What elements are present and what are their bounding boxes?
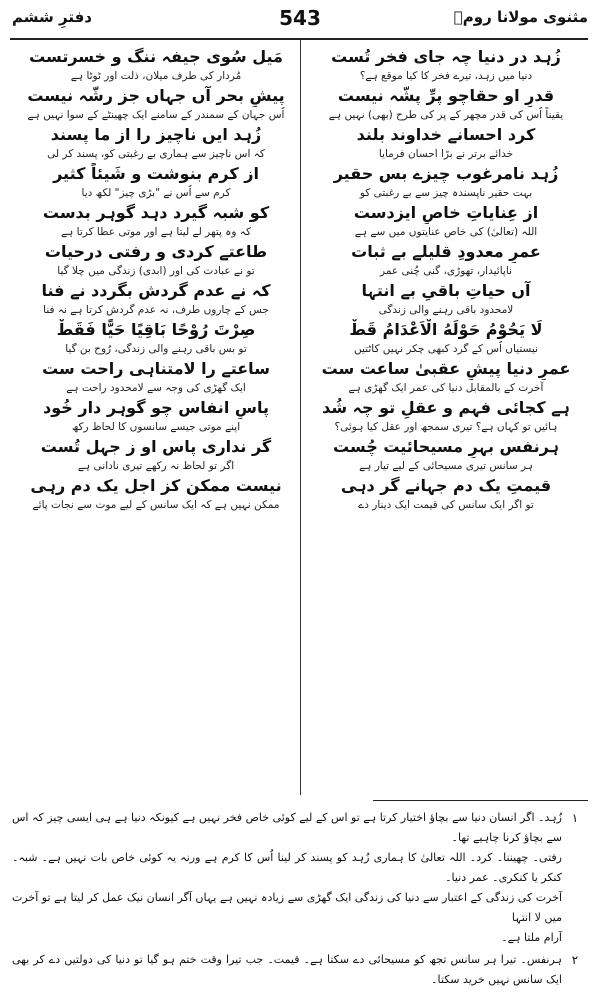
verse-line: پاسِ انفاس چو گوہر دار خُود [43, 398, 269, 417]
footnote-line: رفتی۔ چھیننا۔ کرد۔ اللہ تعالیٰ کا ہماری زُہد کو پسند کر لینا اُس کا کرم ہے ورنہ یہ کوئی خاص بات نہیں ہے۔ شبہ۔ کنکر یا کنکری۔ عمر دنیا۔ [12, 851, 562, 884]
volume-label: دفترِ ششم [12, 8, 92, 26]
translation-line: خدائے برتر نے بڑا احسان فرمایا [378, 148, 514, 160]
translation-line: اپنے موتی جیسے سانسوں کا لحاظ رکھ [71, 421, 241, 433]
verse-line: گر نداری پاس او ز جہل تُست [40, 437, 272, 456]
footnote-line: زُہد۔ اگر انسان دنیا سے بچاؤ اختیار کرتا ہے تو اس کے لیے کوئی خاص فخر نہیں ہے کیونکہ دنیا ہے ہی ایسی چیز کہ اس سے بچاؤ کرنا چاہیے تھا۔ [12, 811, 562, 844]
verse-line: لَا یَحُوْمُ حَوْلَهُ الْاَعْدَامُ قَطْ [349, 320, 543, 339]
translation-line: بہت حقیر ناپسندہ چیز سے بے رغبتی کو [359, 187, 533, 199]
verse-line: عمرِ دنیا پیشِ عقبیٰ ساعت ست [321, 359, 571, 378]
verse-line: کو شبہ گیرد دہد گوہر بدست [42, 203, 270, 222]
verse-line: زُہد در دنیا چہ جای فخر تُست [331, 47, 561, 66]
verse-line: مَیل سُوی جیفہ ننگ و خسرتست [29, 47, 283, 66]
translation-line: اگر تو لحاظ نہ رکھے تیری نادانی ہے [77, 460, 235, 472]
translation-line: تو اگر ایک سانس کی قیمت ایک دینار دے [358, 499, 534, 511]
footnote-number: ۱ [571, 811, 579, 825]
footnote-line: آرام ملتا ہے۔ [501, 931, 562, 944]
verse-line: کہ نے عدم گردش بگردد نے فنا [41, 281, 271, 300]
translation-line: کرم سے اُس نے "بڑی چیز" لکھ دیا [81, 187, 231, 199]
translation-line: ایک گھڑی کی وجہ سے لامحدود راحت ہے [66, 382, 246, 394]
translation-line: مُردار کی طرف میلان، ذلت اور ٹوٹا ہے [70, 70, 242, 82]
translation-line: کہ اس ناچیز سے ہماری بے رغبتی کو، پسند کر لی [47, 148, 265, 160]
translation-line: کہ وہ پتھر لے لیتا ہے اور موتی عطا کرتا ہے [61, 226, 251, 238]
translation-line: جس کے چاروں طرف، نہ عدم گردش کرتا ہے نہ فنا [43, 304, 269, 316]
book-title: مثنوی مولانا رومؒ [453, 8, 588, 26]
right-column [306, 46, 586, 514]
page-number: 543 [279, 6, 321, 30]
translation-line: نیستیاں اُس کے گرد کبھی چکر نہیں کاٹتیں [354, 343, 538, 355]
verse-line: ساعتے را لامتناہی راحت ست [42, 359, 270, 378]
verse-line: کرد احسانے خداوند بلند [356, 125, 536, 144]
translation-line: اللہ (تعالیٰ) کی خاص عنایتوں میں سے ہے [354, 226, 538, 238]
translation-line: لامحدود باقی رہنے والی زندگی [378, 304, 514, 316]
footnote-line: ہرنفس۔ تیرا ہر سانس تجھ کو مسیحائی دے سکتا ہے۔ قیمت۔ جب تیرا وقت ختم ہو گیا تو دنیا کی دولتیں دے کر بھی ایک سانس نہیں خرید سکتا۔ [12, 953, 562, 986]
verse-line: از عِنایاتِ خاصِ ایزدست [353, 203, 539, 222]
column-divider [300, 40, 301, 795]
left-column [16, 46, 296, 514]
translation-line: دنیا میں زہد، تیرے فخر کا کیا موقع ہے؟ [359, 70, 533, 82]
translation-line: ہر سانس تیری مسیحائی کے لیے تیار ہے [359, 460, 533, 472]
translation-line: یقیناً اُس کی قدر مچھر کے پر کی طرح (بھی) نہیں ہے [328, 109, 564, 121]
verse-line: پیشِ بحر آں جہاں جز رشّہ نیست [27, 86, 285, 105]
verse-line: عمرِ معدودِ قلیلے بے ثبات [351, 242, 541, 261]
verse-line: از کرم بنوشت و شَیئاً کثیر [53, 164, 259, 183]
footnote-rule [373, 800, 588, 801]
verse-line: صِرْتَ رُوْحًا بَاقِیًا حَیًّا فَقَطْ [56, 320, 256, 339]
footnote-number: ۲ [571, 953, 579, 967]
translation-line: آخرت کے بالمقابل دنیا کی عمر ایک گھڑی ہے [348, 382, 544, 394]
footnote-line: آخرت کی زندگی کے اعتبار سے دنیا کی زندگی ایک گھڑی سے زیادہ نہیں ہے یہاں آگر انسان نیک عمل کر لیتا ہے تو آخرت میں لا انتہا [12, 891, 562, 924]
footnote-text [12, 808, 562, 948]
translation-line: ہائیں تو کہاں ہے؟ تیری سمجھ اور عقل کیا ہوئی؟ [334, 421, 558, 433]
translation-line: اُس جہان کے سمندر کے سامنے ایک چھینٹے کے سوا نہیں ہے [27, 109, 285, 121]
verse-line: نیست ممکن کز اجل یک دم رہی [30, 476, 282, 495]
translation-line: تو بس باقی رہنے والی زندگی، رُوح بن گیا [65, 343, 247, 355]
translation-line: تو نے عبادت کی اور (ابدی) زندگی میں چلا گیا [57, 265, 255, 277]
footnotes [12, 808, 588, 992]
translation-line: ممکن نہیں ہے کہ ایک سانس کے لیے موت سے نجات پائے [32, 499, 280, 511]
verse-line: زُہد ایں ناچیز را از ما پسند [50, 125, 262, 144]
verse-line: آں حیاتِ باقیِ بے انتہا [361, 281, 531, 300]
verse-line: قیمتِ یک دم جہانے گر دہی [340, 476, 552, 495]
verse-line: طاعتے کردی و رفتی درحیات [44, 242, 268, 261]
verse-line: قدرِ او حقاچو پرِّ پشّہ نیست [337, 86, 555, 105]
verse-line: زُہد نامرغوب چیزے بس حقیر [333, 164, 559, 183]
verse-line: ہرنفس بہرِ مسیحائیت چُست [333, 437, 559, 456]
footnote [12, 808, 588, 948]
page-header [12, 6, 588, 36]
translation-line: ناپائیدار، تھوڑی، گنی چُنی عمر [380, 265, 512, 277]
verse-line: ہے کجائی فہم و عقلِ تو چہ شُد [322, 398, 570, 417]
footnote-text [12, 950, 562, 990]
footnote [12, 950, 588, 990]
